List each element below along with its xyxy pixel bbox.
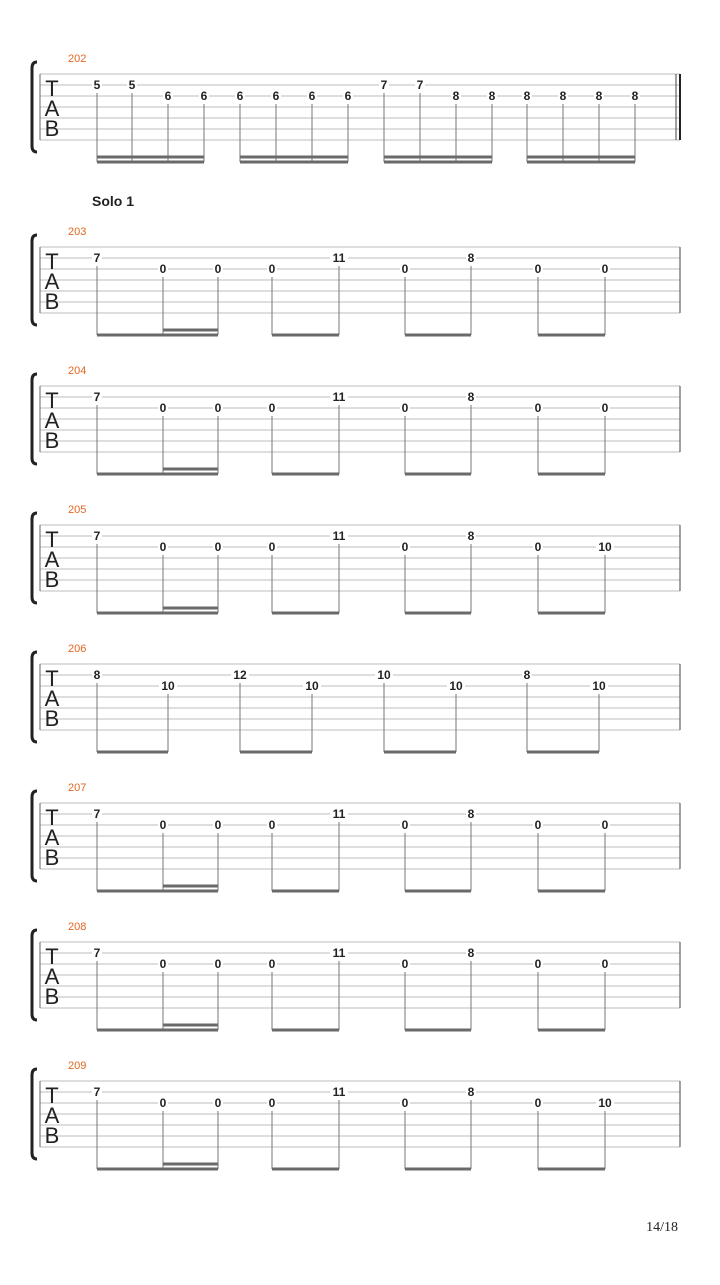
beam-primary <box>538 612 605 615</box>
beam-secondary <box>163 885 218 888</box>
fret-number: 6 <box>200 89 208 103</box>
beam-primary <box>538 1029 605 1032</box>
system-bracket <box>32 1069 37 1159</box>
tab-clef-letter: A <box>44 825 60 850</box>
fret-number: 0 <box>268 540 276 554</box>
fret-number: 6 <box>308 89 316 103</box>
measure-number: 206 <box>68 643 87 655</box>
beam-secondary <box>163 1163 218 1166</box>
beam-primary <box>538 473 605 476</box>
beam-primary <box>527 751 599 754</box>
fret-number: 5 <box>93 78 101 92</box>
beam-primary <box>97 161 204 164</box>
fret-number: 0 <box>534 540 542 554</box>
tab-clef-letter: A <box>44 686 60 711</box>
fret-number: 8 <box>452 89 460 103</box>
system-bracket <box>32 374 37 464</box>
measure-number: 208 <box>68 921 87 933</box>
tab-clef-letter: B <box>44 567 60 592</box>
section-label: Solo 1 <box>92 193 135 209</box>
beam-primary <box>405 890 471 893</box>
fret-number: 8 <box>523 89 531 103</box>
fret-number: 0 <box>159 262 167 276</box>
fret-number: 0 <box>214 818 222 832</box>
measure-number: 204 <box>68 365 87 377</box>
beam-primary <box>97 751 168 754</box>
tab-clef-letter: A <box>44 1103 60 1128</box>
beam-primary <box>272 334 339 337</box>
beam-primary <box>405 473 471 476</box>
fret-number: 10 <box>598 540 612 554</box>
fret-number: 7 <box>93 946 101 960</box>
beam-secondary <box>97 156 204 159</box>
tab-clef-letter: A <box>44 547 60 572</box>
measure-number: 209 <box>68 1060 87 1072</box>
fret-number: 0 <box>534 401 542 415</box>
fret-number: 8 <box>467 807 475 821</box>
beam-primary <box>272 890 339 893</box>
beam-primary <box>97 334 218 337</box>
fret-number: 0 <box>268 401 276 415</box>
fret-number: 0 <box>268 1096 276 1110</box>
beam-secondary <box>163 1024 218 1027</box>
beam-primary <box>538 1168 605 1171</box>
page-number: 14/18 <box>646 1220 678 1235</box>
fret-number: 0 <box>401 262 409 276</box>
fret-number: 0 <box>601 262 609 276</box>
fret-number: 11 <box>332 251 346 265</box>
beam-primary <box>240 161 348 164</box>
fret-number: 11 <box>332 1085 346 1099</box>
fret-number: 11 <box>332 390 346 404</box>
fret-number: 0 <box>401 401 409 415</box>
tab-clef-letter: T <box>45 1083 59 1108</box>
fret-number: 0 <box>268 818 276 832</box>
fret-number: 0 <box>159 1096 167 1110</box>
fret-number: 8 <box>559 89 567 103</box>
fret-number: 8 <box>523 668 531 682</box>
fret-number: 8 <box>467 529 475 543</box>
fret-number: 8 <box>631 89 639 103</box>
fret-number: 6 <box>236 89 244 103</box>
fret-number: 7 <box>93 1085 101 1099</box>
fret-number: 0 <box>401 1096 409 1110</box>
system-bracket <box>32 652 37 742</box>
measure-number: 207 <box>68 782 87 794</box>
fret-number: 10 <box>592 679 606 693</box>
beam-primary <box>97 1168 218 1171</box>
fret-number: 11 <box>332 946 346 960</box>
fret-number: 7 <box>93 251 101 265</box>
beam-primary <box>272 1168 339 1171</box>
beam-secondary <box>527 156 635 159</box>
beam-primary <box>272 473 339 476</box>
fret-number: 7 <box>93 529 101 543</box>
fret-number: 8 <box>467 1085 475 1099</box>
beam-primary <box>384 751 456 754</box>
fret-number: 11 <box>332 529 346 543</box>
beam-primary <box>272 1029 339 1032</box>
fret-number: 8 <box>488 89 496 103</box>
fret-number: 8 <box>467 390 475 404</box>
fret-number: 8 <box>595 89 603 103</box>
tab-clef-letter: T <box>45 249 59 274</box>
measure-number: 202 <box>68 53 87 65</box>
tab-clef-letter: B <box>44 706 60 731</box>
fret-number: 0 <box>401 818 409 832</box>
measure-number: 203 <box>68 226 87 238</box>
fret-number: 6 <box>164 89 172 103</box>
tab-clef-letter: B <box>44 1123 60 1148</box>
tab-clef-letter: T <box>45 527 59 552</box>
beam-primary <box>405 612 471 615</box>
beam-primary <box>97 890 218 893</box>
tab-clef-letter: T <box>45 805 59 830</box>
fret-number: 0 <box>159 957 167 971</box>
system-bracket <box>32 235 37 325</box>
fret-number: 0 <box>159 818 167 832</box>
tab-clef-letter: B <box>44 289 60 314</box>
fret-number: 10 <box>598 1096 612 1110</box>
fret-number: 0 <box>534 1096 542 1110</box>
fret-number: 10 <box>449 679 463 693</box>
beam-primary <box>527 161 635 164</box>
fret-number: 0 <box>214 1096 222 1110</box>
system-bracket <box>32 930 37 1020</box>
fret-number: 7 <box>416 78 424 92</box>
beam-secondary <box>384 156 492 159</box>
fret-number: 11 <box>332 807 346 821</box>
beam-primary <box>384 161 492 164</box>
beam-primary <box>97 612 218 615</box>
fret-number: 0 <box>214 262 222 276</box>
beam-primary <box>405 1029 471 1032</box>
fret-number: 0 <box>601 957 609 971</box>
fret-number: 0 <box>534 262 542 276</box>
fret-number: 6 <box>272 89 280 103</box>
fret-number: 0 <box>268 957 276 971</box>
beam-primary <box>97 1029 218 1032</box>
fret-number: 10 <box>305 679 319 693</box>
tab-clef-letter: B <box>44 845 60 870</box>
tab-clef-letter: B <box>44 116 60 141</box>
fret-number: 12 <box>233 668 247 682</box>
tab-clef-letter: B <box>44 428 60 453</box>
tab-clef-letter: A <box>44 96 60 121</box>
fret-number: 0 <box>534 957 542 971</box>
tab-clef-letter: A <box>44 964 60 989</box>
system-bracket <box>32 513 37 603</box>
fret-number: 0 <box>601 818 609 832</box>
fret-number: 0 <box>214 401 222 415</box>
fret-number: 0 <box>159 540 167 554</box>
beam-primary <box>240 751 312 754</box>
beam-secondary <box>163 607 218 610</box>
beam-primary <box>538 334 605 337</box>
beam-secondary <box>240 156 348 159</box>
fret-number: 0 <box>534 818 542 832</box>
fret-number: 0 <box>214 957 222 971</box>
measure-number: 205 <box>68 504 87 516</box>
tab-clef-letter: B <box>44 984 60 1009</box>
fret-number: 10 <box>161 679 175 693</box>
fret-number: 8 <box>467 946 475 960</box>
system-bracket <box>32 62 37 152</box>
tab-clef-letter: T <box>45 388 59 413</box>
fret-number: 5 <box>128 78 136 92</box>
system-bracket <box>32 791 37 881</box>
beam-secondary <box>163 329 218 332</box>
tab-clef-letter: T <box>45 666 59 691</box>
fret-number: 0 <box>601 401 609 415</box>
fret-number: 0 <box>214 540 222 554</box>
fret-number: 7 <box>380 78 388 92</box>
fret-number: 7 <box>93 390 101 404</box>
beam-primary <box>272 612 339 615</box>
fret-number: 6 <box>344 89 352 103</box>
beam-secondary <box>163 468 218 471</box>
fret-number: 7 <box>93 807 101 821</box>
beam-primary <box>405 334 471 337</box>
fret-number: 0 <box>268 262 276 276</box>
beam-primary <box>405 1168 471 1171</box>
beam-primary <box>97 473 218 476</box>
tab-clef-letter: T <box>45 76 59 101</box>
fret-number: 8 <box>467 251 475 265</box>
tab-clef-letter: A <box>44 269 60 294</box>
fret-number: 10 <box>377 668 391 682</box>
fret-number: 8 <box>93 668 101 682</box>
fret-number: 0 <box>401 540 409 554</box>
beam-primary <box>538 890 605 893</box>
fret-number: 0 <box>401 957 409 971</box>
fret-number: 0 <box>159 401 167 415</box>
tab-clef-letter: T <box>45 944 59 969</box>
tab-clef-letter: A <box>44 408 60 433</box>
